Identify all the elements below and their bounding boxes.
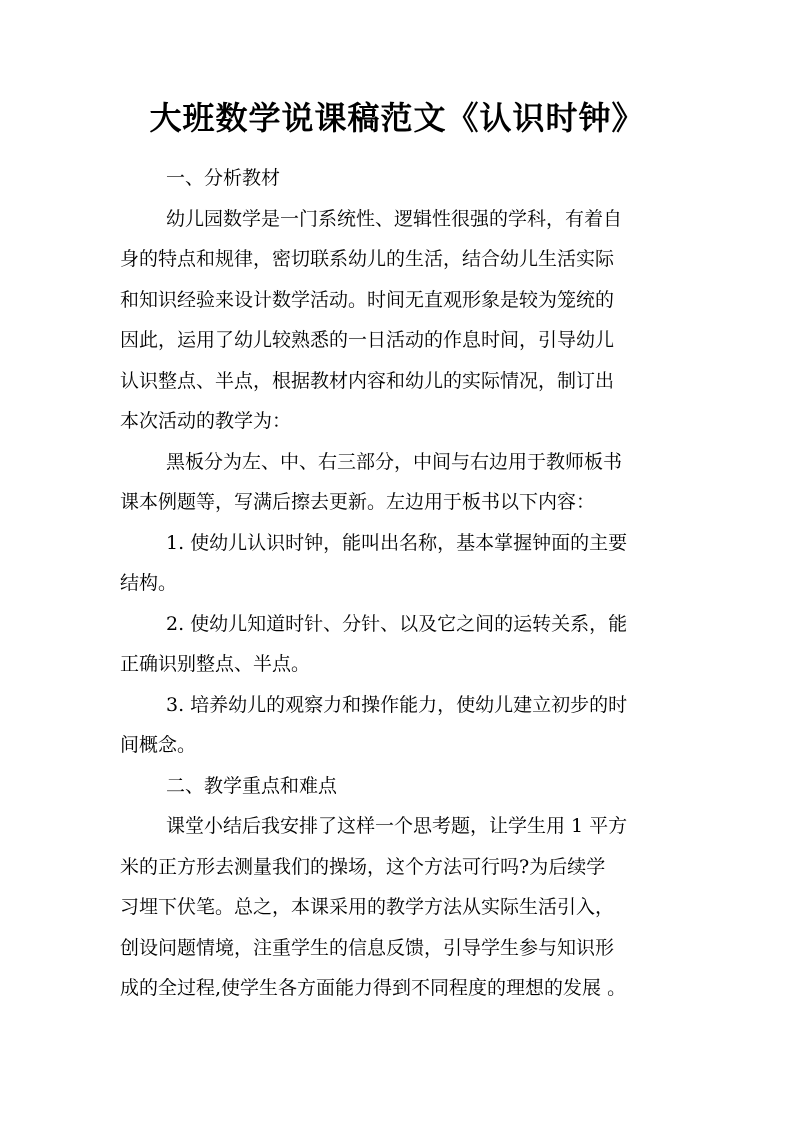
section-heading-key-points: 二、教学重点和难点 [166, 774, 338, 797]
paragraph-line: 成的全过程,使学生各方面能力得到不同程度的理想的发展 。 [120, 977, 627, 999]
section-heading-analysis: 一、分析教材 [166, 167, 281, 189]
paragraph-line: 黑板分为左、中、右三部分，中间与右边用于教师板书 [166, 450, 623, 473]
paragraph-line: 习埋下伏笔。总之，本课采用的教学方法从实际生活引入， [120, 896, 615, 918]
list-item-1-cont: 结构。 [120, 572, 178, 594]
paragraph-line: 幼儿园数学是一门系统性、逻辑性很强的学科，有着自 [166, 207, 623, 230]
paragraph-line: 本次活动的教学为： [120, 410, 292, 432]
paragraph-line: 身的特点和规律，密切联系幼儿的生活，结合幼儿生活实际 [120, 248, 615, 270]
paragraph-line: 课堂小结后我安排了这样一个思考题，让学生用 1 平方 [166, 815, 628, 837]
list-item-3-cont: 间概念。 [120, 734, 197, 756]
paragraph-line: 创设问题情境，注重学生的信息反馈，引导学生参与知识形 [120, 936, 615, 959]
paragraph-line: 米的正方形去测量我们的操场，这个方法可行吗?为后续学 [120, 855, 606, 878]
paragraph-line: 和知识经验来设计数学活动。时间无直观形象是较为笼统的 [120, 288, 615, 311]
list-item-2: 2. 使幼儿知道时针、分针、以及它之间的运转关系，能 [166, 612, 628, 635]
list-item-2-cont: 正确识别整点、半点。 [120, 653, 311, 675]
paragraph-line: 因此，运用了幼儿较熟悉的一日活动的作息时间，引导幼儿 [120, 329, 615, 351]
paragraph-line: 认识整点、半点，根据教材内容和幼儿的实际情况，制订出 [120, 369, 615, 392]
document-title: 大班数学说课稿范文《认识时钟》 [149, 99, 645, 137]
list-item-1: 1. 使幼儿认识时钟，能叫出名称，基本掌握钟面的主要 [166, 531, 628, 554]
list-item-3: 3. 培养幼儿的观察力和操作能力，使幼儿建立初步的时 [166, 693, 628, 716]
paragraph-line: 课本例题等，写满后擦去更新。左边用于板书以下内容： [120, 491, 596, 513]
document-body [120, 158, 680, 1009]
